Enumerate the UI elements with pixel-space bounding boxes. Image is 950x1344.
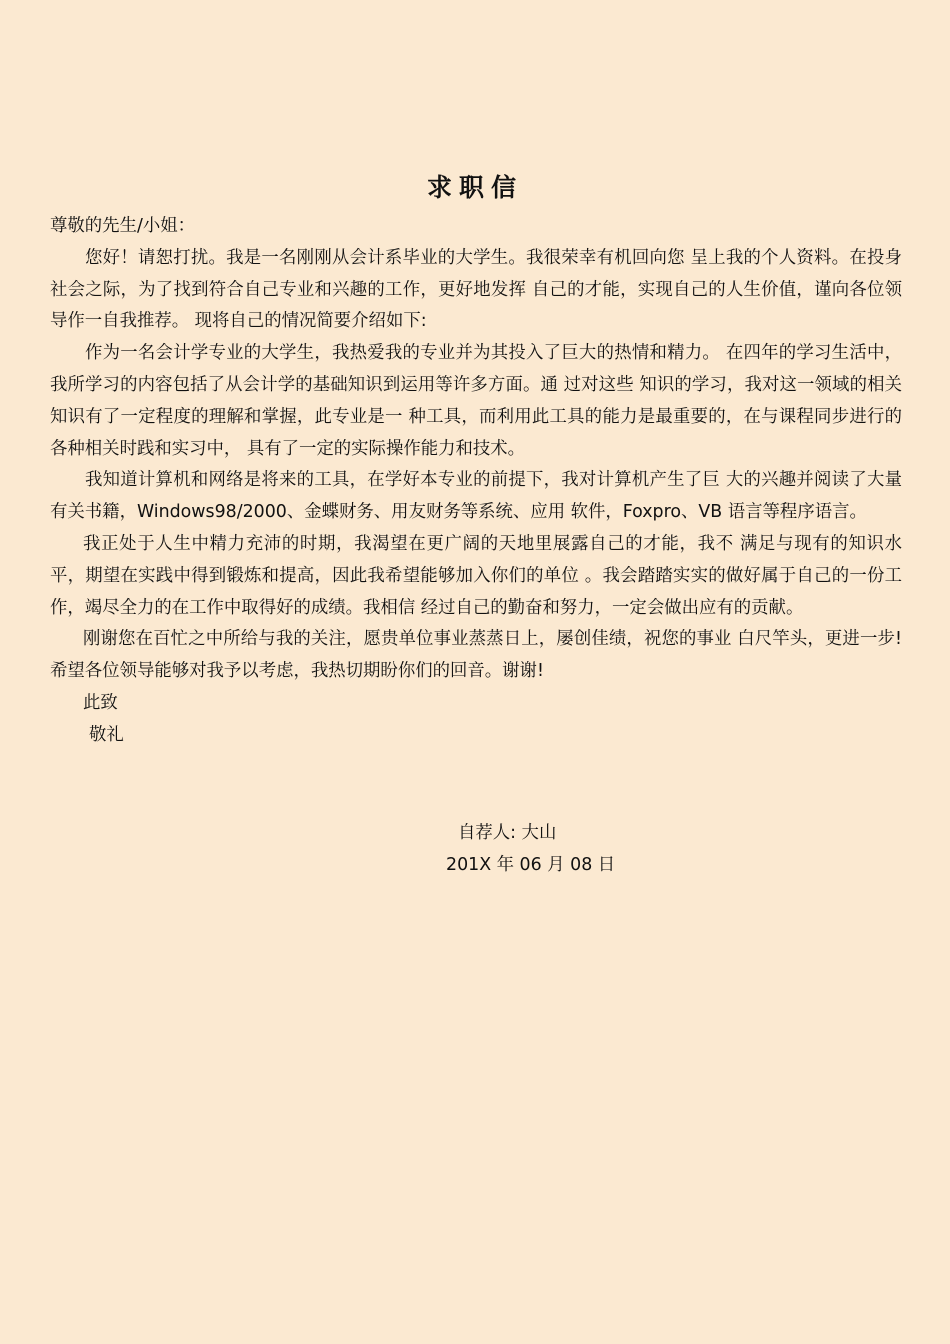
- signature-date: 201X 年 06 月 08 日: [446, 855, 616, 875]
- paragraph-intro: 您好！请恕打扰。我是一名刚刚从会计系毕业的大学生。我很荣幸有机回向您 呈上我的个人资料。在投身社会之际，为了找到符合自己专业和兴趣的工作，更好地发挥 自己的才能，实现自己的人生价值，谨向各位领导作一自我推荐。 现将自己的情况简要介绍如下:: [50, 247, 902, 332]
- paragraph-computer: 我知道计算机和网络是将来的工具，在学好本专业的前提下，我对计算机产生了巨 大的兴趣并阅读了大量有关书籍，Windows98/2000、金蝶财务、用友财务等系统、应用 软件，Foxpro、VB 语言等程序语言。: [50, 470, 902, 523]
- letter-body: [50, 211, 902, 752]
- salutation: 尊敬的先生/小姐：: [50, 216, 195, 236]
- signature-name: 自荐人: 大山: [458, 823, 557, 843]
- paragraph-ambition: 我正处于人生中精力充沛的时期，我渴望在更广阔的天地里展露自己的才能，我不 满足与现有的知识水平，期望在实践中得到锻炼和提高，因此我希望能够加入你们的单位 。我会踏踏实实的做好属于自己的一份工作，竭尽全力的在工作中取得好的成绩。我相信 经过自己的勤奋和努力，一定会做出应有的贡献。: [50, 533, 902, 618]
- letter-title: 求职信: [426, 173, 523, 202]
- paragraph-major: 作为一名会计学专业的大学生，我热爱我的专业并为其投入了巨大的热情和精力。 在四年的学习生活中，我所学习的内容包括了从会计学的基础知识到运用等许多方面。通 过对这些 知识的学习，我对这一领域的相关知识有了一定程度的理解和掌握，此专业是一 种工具，而利用此工具的能力是最重要的，在与课程同步进行的各种相关时践和实习中， 具有了一定的实际操作能力和技术。: [50, 343, 902, 459]
- paragraph-thanks: 刚谢您在百忙之中所给与我的关注，愿贵单位事业蒸蒸日上，屡创佳绩，祝您的事业 白尺竿头，更进一步! 希望各位领导能够对我予以考虑，我热切期盼你们的回音。谢谢!: [50, 629, 902, 682]
- closing-line-1: 此致: [83, 692, 118, 713]
- closing-line-2: 敬礼: [89, 724, 124, 745]
